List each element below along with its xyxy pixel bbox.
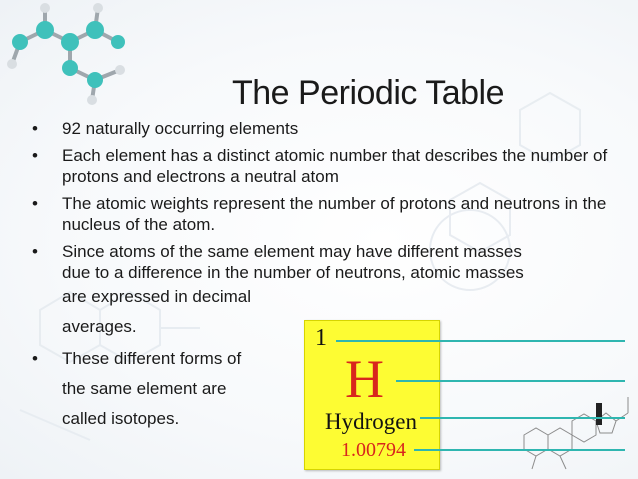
bullet-text-line: the same element are	[62, 379, 227, 398]
bullet-marker: •	[32, 349, 38, 368]
bullet-text-line: averages.	[62, 317, 137, 336]
bullet-marker: •	[32, 119, 38, 138]
bullet-text: The atomic weights represent the number of protons and neutrons in the nucleus of the atom.	[62, 194, 607, 234]
bullet-text: Each element has a distinct atomic number that describes the number of protons and electrons a neutral atom	[62, 146, 608, 186]
bullet-text-line: These different forms of	[62, 349, 242, 368]
hydrogen-element-tile	[304, 320, 440, 470]
bullet-item	[32, 193, 622, 235]
bullet-text: 92 naturally occurring elements	[62, 119, 299, 138]
bullet-item	[32, 344, 302, 434]
bullet-item	[32, 145, 622, 187]
bullet-text-line: are expressed in decimal	[62, 287, 251, 306]
bullet-text-line: called isotopes.	[62, 409, 180, 428]
bullet-marker: •	[32, 146, 38, 165]
steroid-structure-drawing	[510, 385, 638, 479]
bullet-item	[32, 118, 622, 139]
bullet-text-line: due to a difference in the number of neutrons, atomic masses	[62, 263, 524, 282]
bullet-marker: •	[32, 194, 38, 213]
bullet-marker: •	[32, 242, 38, 261]
element-symbol: H	[345, 349, 384, 409]
bullet-text-line: Since atoms of the same element may have different masses	[62, 242, 522, 261]
slide-title: The Periodic Table	[232, 74, 504, 112]
element-name: Hydrogen	[325, 409, 417, 434]
atomic-number: 1	[315, 325, 327, 351]
atomic-mass: 1.00794	[341, 439, 406, 461]
molecule-icon	[0, 0, 150, 110]
